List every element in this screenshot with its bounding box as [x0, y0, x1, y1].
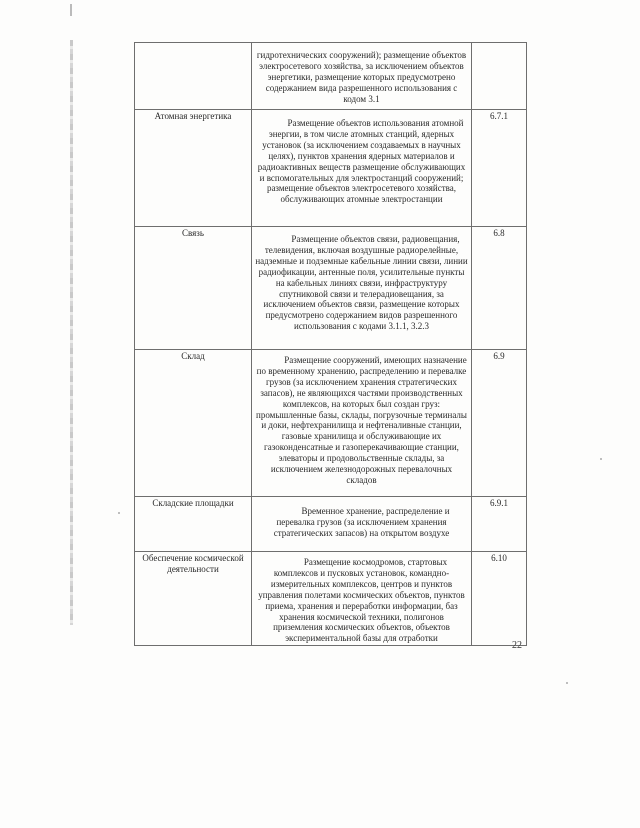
use-type-description	[252, 497, 472, 552]
description-text: Размещение сооружений, имеющих назначение по временному хранению, распределению и перевалке грузов (за исключением хранения стратегических запасов), не являющихся частями производственных комплексов, на которых был создан груз: промышленные базы, склады, погрузочные терминалы и доки, нефтехранилища и нефтеналивные станции, газовые хранилища и обслуживающие их газоконденсатные и газоперекачивающие станции, элеваторы и продовольственные склады, за исключением железнодорожных перевалочных складов	[256, 355, 467, 485]
use-type-description	[252, 350, 472, 497]
use-type-code: 6.9	[472, 350, 527, 497]
table-row	[135, 227, 527, 350]
use-type-description	[252, 552, 472, 646]
table-row	[135, 552, 527, 646]
description-text: Размещение объектов использования атомной энергии, в том числе атомных станций, ядерных установок (за исключением создаваемых в научных целях), пунктов хранения ядерных материалов и радиоактивных веществ размещение обслуживающих и вспомогательных для электростанций сооружений; размещение объектов электросетевого хозяйства, обслуживающих атомные электростанции	[257, 118, 466, 205]
description-text: Временное хранение, распределение и перевалка грузов (за исключением хранения стратегических запасов) на открытом воздухе	[273, 506, 450, 538]
table-row	[135, 497, 527, 552]
use-type-description	[252, 227, 472, 350]
scan-dust	[118, 512, 120, 514]
scan-dust	[600, 458, 602, 460]
land-use-table	[134, 42, 527, 646]
description-text: Размещение объектов связи, радиовещания, телевидения, включая воздушные радиорелейные, надземные и подземные кабельные линии связи, линии радиофикации, антенные поля, усилительные пункты на кабельных линиях связи, инфраструктуру спутниковой связи и телерадиовещания, за исключением объектов связи, размещение которых предусмотрено содержанием видов разрешенного использования с кодами 3.1.1, 3.2.3	[255, 234, 468, 332]
use-type-code: 6.10	[472, 552, 527, 646]
use-type-name: Складские площадки	[135, 497, 252, 552]
scan-artifact-mark	[70, 4, 72, 16]
table-row	[135, 43, 527, 110]
scan-binding-edge	[70, 40, 73, 625]
description-text: Размещение космодромов, стартовых комплексов и пусковых установок, командно-измерительных комплексов, центров и пунктов управления полетами космических объектов, пунктов приема, хранения и переработки информации, баз хранения космической техники, полигонов приземления космических объектов, объектов экспериментальной базы для отработки	[258, 557, 465, 644]
use-type-name: Склад	[135, 350, 252, 497]
description-text: гидротехнических сооружений); размещение объектов электросетевого хозяйства, за исключением объектов энергетики, размещение которых предусмотрено содержанием вида разрешенного использования с кодом 3.1	[256, 50, 467, 104]
use-type-name	[135, 43, 252, 110]
use-type-description	[252, 43, 472, 110]
use-type-code	[472, 43, 527, 110]
page-number: 22	[512, 640, 522, 651]
use-type-description	[252, 110, 472, 227]
use-type-name: Атомная энергетика	[135, 110, 252, 227]
table-row	[135, 350, 527, 497]
use-type-name: Связь	[135, 227, 252, 350]
table-row	[135, 110, 527, 227]
use-type-code: 6.8	[472, 227, 527, 350]
scan-dust	[566, 682, 568, 684]
use-type-name: Обеспечение космической деятельности	[135, 552, 252, 646]
use-type-code: 6.9.1	[472, 497, 527, 552]
use-type-code: 6.7.1	[472, 110, 527, 227]
